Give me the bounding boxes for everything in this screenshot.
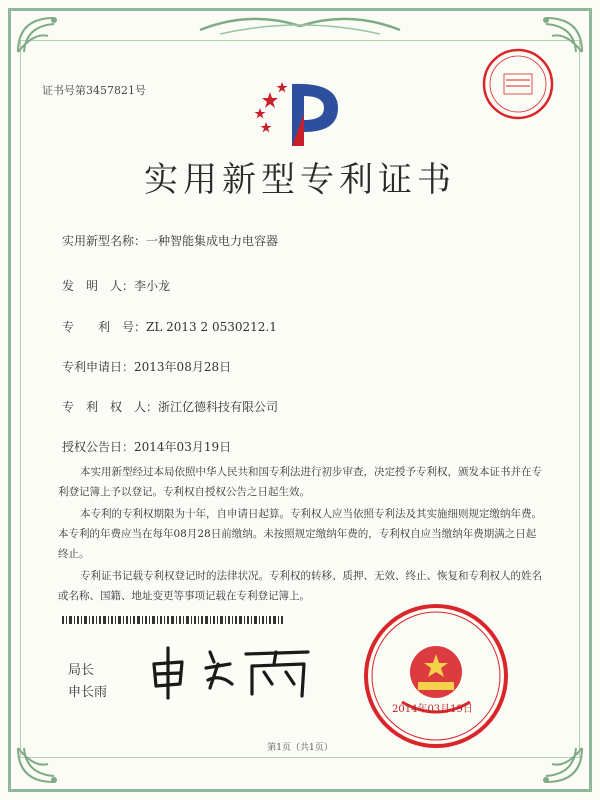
top-ornament-icon bbox=[190, 10, 410, 40]
field-row: 专利申请日：2013年08月28日 bbox=[62, 360, 232, 374]
handwritten-signature-icon bbox=[148, 640, 318, 700]
field-row: 授权公告日：2014年03月19日 bbox=[62, 440, 232, 454]
body-paragraph: 本专利的专利权期限为十年，自申请日起算。专利权人应当依照专利法及其实施细则规定缴纳年费。本专利的年费应当在每年08月28日前缴纳。未按照规定缴纳年费的，专利权自应当缴纳年费期满之日起终止。 bbox=[58, 508, 542, 560]
patent-office-logo-icon bbox=[252, 74, 348, 154]
certificate-body bbox=[58, 462, 544, 608]
certificate-title: 实用新型专利证书 bbox=[144, 160, 456, 200]
official-seal-icon bbox=[362, 602, 510, 750]
field-row: 实用新型名称：一种智能集成电力电容器 bbox=[62, 234, 279, 248]
body-paragraph: 专利证书记载专利权登记时的法律状况。专利权的转移、质押、无效、终止、恢复和专利权人的姓名或名称、国籍、地址变更等事项记载在专利登记簿上。 bbox=[58, 570, 542, 602]
certificate-number: 证书号第3457821号 bbox=[42, 84, 146, 97]
corner-ornament-icon bbox=[14, 12, 84, 58]
body-paragraph: 本实用新型经过本局依照中华人民共和国专利法进行初步审查，决定授予专利权，颁发本证书并在专利登记簿上予以登记。专利权自授权公告之日起生效。 bbox=[58, 466, 542, 498]
agency-stamp-icon bbox=[478, 44, 558, 124]
signatory-name: 申长雨 bbox=[68, 685, 108, 700]
page-footer: 第1页（共1页） bbox=[267, 743, 333, 753]
barcode-icon bbox=[62, 616, 284, 624]
signatory-block bbox=[68, 660, 107, 704]
signatory-title: 局长 bbox=[68, 663, 95, 678]
field-row: 专 利 权 人：浙江亿德科技有限公司 bbox=[62, 400, 279, 414]
field-row: 专 利 号：ZL 2013 2 0530212.1 bbox=[62, 320, 277, 334]
seal-date: 2014年03月19日 bbox=[392, 704, 473, 715]
field-row: 发 明 人：李小龙 bbox=[62, 279, 171, 293]
